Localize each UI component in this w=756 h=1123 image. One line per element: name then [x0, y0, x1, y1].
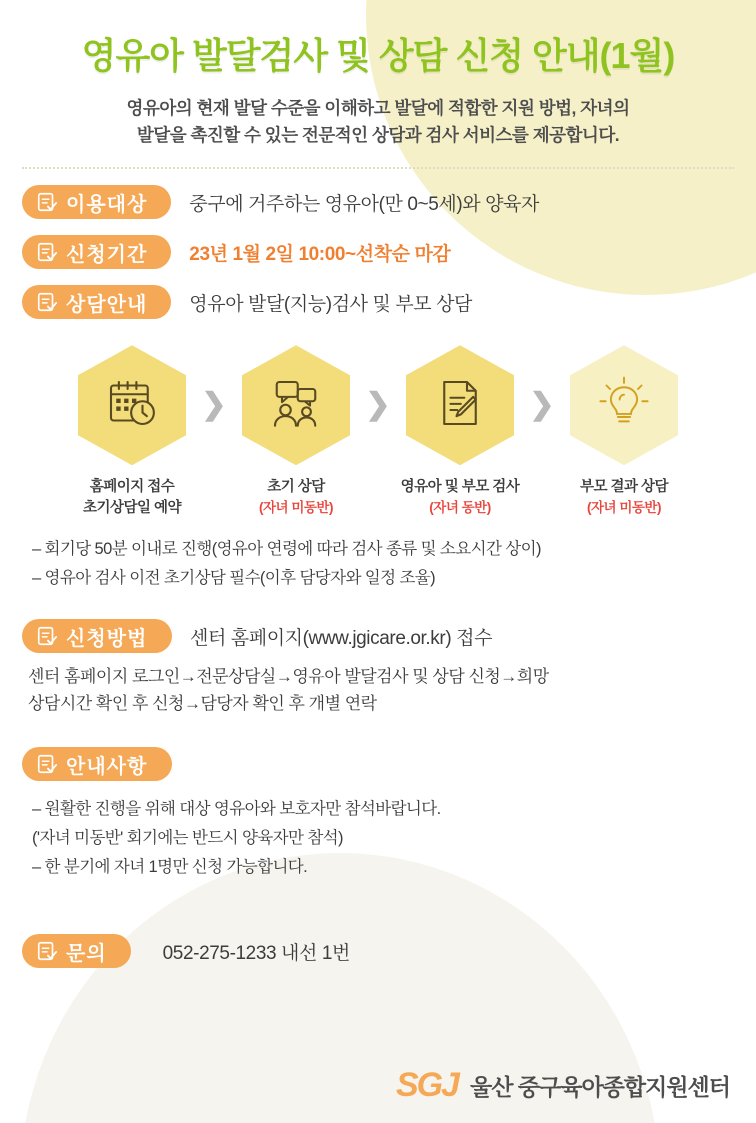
process-note-1: – 회기당 50분 이내로 진행(영유아 연령에 따라 검사 종류 및 소요시간 상이) — [32, 540, 541, 559]
lightbulb-idea-icon — [596, 375, 652, 436]
process-step-1 — [66, 345, 198, 519]
clipboard-check-icon — [36, 291, 58, 313]
hexagon-badge — [406, 345, 514, 465]
info-row-apply-value: 센터 홈페이지(www.jgicare.or.kr) 접수 — [190, 627, 493, 649]
clipboard-check-icon — [36, 625, 58, 647]
info-row-contact — [0, 934, 756, 968]
notice-line-2: ('자녀 미동반' 회기에는 반드시 양육자만 참석) — [32, 829, 343, 848]
process-step-4 — [558, 345, 690, 518]
caption-line-2: 초기상담일 예약 — [82, 500, 182, 517]
hexagon-badge — [570, 345, 678, 465]
hexagon-badge — [242, 345, 350, 465]
process-step-3 — [394, 345, 526, 518]
page-title: 영유아 발달검사 및 상담 신청 안내(1월) — [81, 35, 675, 76]
process-note-2: – 영유아 검사 이전 초기상담 필수(이후 담당자와 일정 조율) — [32, 569, 436, 588]
caption-line-1: 초기 상담 — [267, 479, 325, 496]
info-row-apply — [0, 619, 756, 653]
label-pill-notice-text: 안내사항 — [66, 755, 148, 778]
poster-content — [0, 28, 756, 968]
page-subtitle — [40, 95, 716, 149]
notice-line-1: – 원활한 진행을 위해 대상 영유아와 보호자만 참석바랍니다. — [32, 800, 441, 819]
label-pill-target-text: 이용대상 — [66, 193, 148, 216]
label-pill-contact — [22, 934, 131, 968]
arrow-icon: ❯ — [529, 388, 555, 422]
apply-detail — [28, 663, 728, 717]
info-row-period-value: 23년 1월 2일 10:00~선착순 마감 — [189, 243, 451, 265]
label-pill-apply-text: 신청방법 — [66, 627, 148, 650]
arrow-icon: ❯ — [365, 388, 391, 422]
document-pencil-icon — [432, 375, 488, 436]
caption-line-1: 영유아 및 부모 검사 — [400, 479, 520, 496]
clipboard-check-icon — [36, 940, 58, 962]
apply-detail-line-1: 센터 홈페이지 로그인→전문상담실→영유아 발달검사 및 상담 신청→희망 — [28, 667, 549, 687]
subtitle-line-1: 영유아의 현재 발달 수준을 이해하고 발달에 적합한 지원 방법, 자녀의 — [126, 98, 630, 118]
process-step-4-caption — [558, 477, 690, 518]
process-step-3-caption — [394, 477, 526, 518]
hexagon-badge — [78, 345, 186, 465]
caption-note: (자녀 미동반) — [587, 500, 661, 516]
label-pill-notice — [22, 747, 172, 781]
clipboard-check-icon — [36, 753, 58, 775]
calendar-clock-icon — [104, 375, 160, 436]
label-pill-period — [22, 235, 171, 269]
caption-line-1: 부모 결과 상담 — [579, 479, 669, 496]
center-logo-mark: SGJ — [395, 1066, 458, 1104]
notice-line-3: – 한 분기에 자녀 1명만 신청 가능합니다. — [32, 858, 308, 877]
apply-detail-line-2: 상담시간 확인 후 신청→담당자 확인 후 개별 연락 — [28, 694, 377, 714]
arrow-icon: ❯ — [201, 388, 227, 422]
clipboard-check-icon — [36, 191, 58, 213]
info-row-period — [0, 235, 756, 269]
label-pill-counseling-text: 상담안내 — [66, 293, 148, 316]
label-pill-period-text: 신청기간 — [66, 243, 148, 266]
caption-note: (자녀 동반) — [429, 500, 491, 516]
label-pill-apply — [22, 619, 172, 653]
footer-logo — [396, 1066, 730, 1105]
caption-note: (자녀 미동반) — [259, 500, 333, 516]
info-row-target-value: 중구에 거주하는 영유아(만 0~5세)와 양육자 — [189, 193, 539, 215]
info-row-contact-value: 052-275-1233 내선 1번 — [162, 942, 350, 964]
info-row-counseling-value: 영유아 발달(지능)검사 및 부모 상담 — [189, 293, 473, 315]
process-notes — [32, 535, 724, 593]
info-row-counseling — [0, 285, 756, 319]
center-logo-text: 울산 중구육아종합지원센터 — [469, 1074, 730, 1100]
caption-line-1: 홈페이지 접수 — [89, 479, 175, 496]
label-pill-target — [22, 185, 171, 219]
label-pill-contact-text: 문의 — [66, 942, 107, 965]
process-step-2-caption — [230, 477, 362, 518]
consultation-people-icon — [268, 375, 324, 436]
info-row-notice — [0, 747, 756, 781]
clipboard-check-icon — [36, 241, 58, 263]
info-row-target — [0, 185, 756, 219]
notice-list — [32, 795, 724, 882]
process-step-1-caption — [66, 477, 198, 519]
label-pill-counseling — [22, 285, 171, 319]
process-flow — [0, 345, 756, 519]
subtitle-line-2: 발달을 촉진할 수 있는 전문적인 상담과 검사 서비스를 제공합니다. — [136, 125, 620, 146]
dotted-divider — [22, 167, 734, 169]
process-step-2 — [230, 345, 362, 518]
